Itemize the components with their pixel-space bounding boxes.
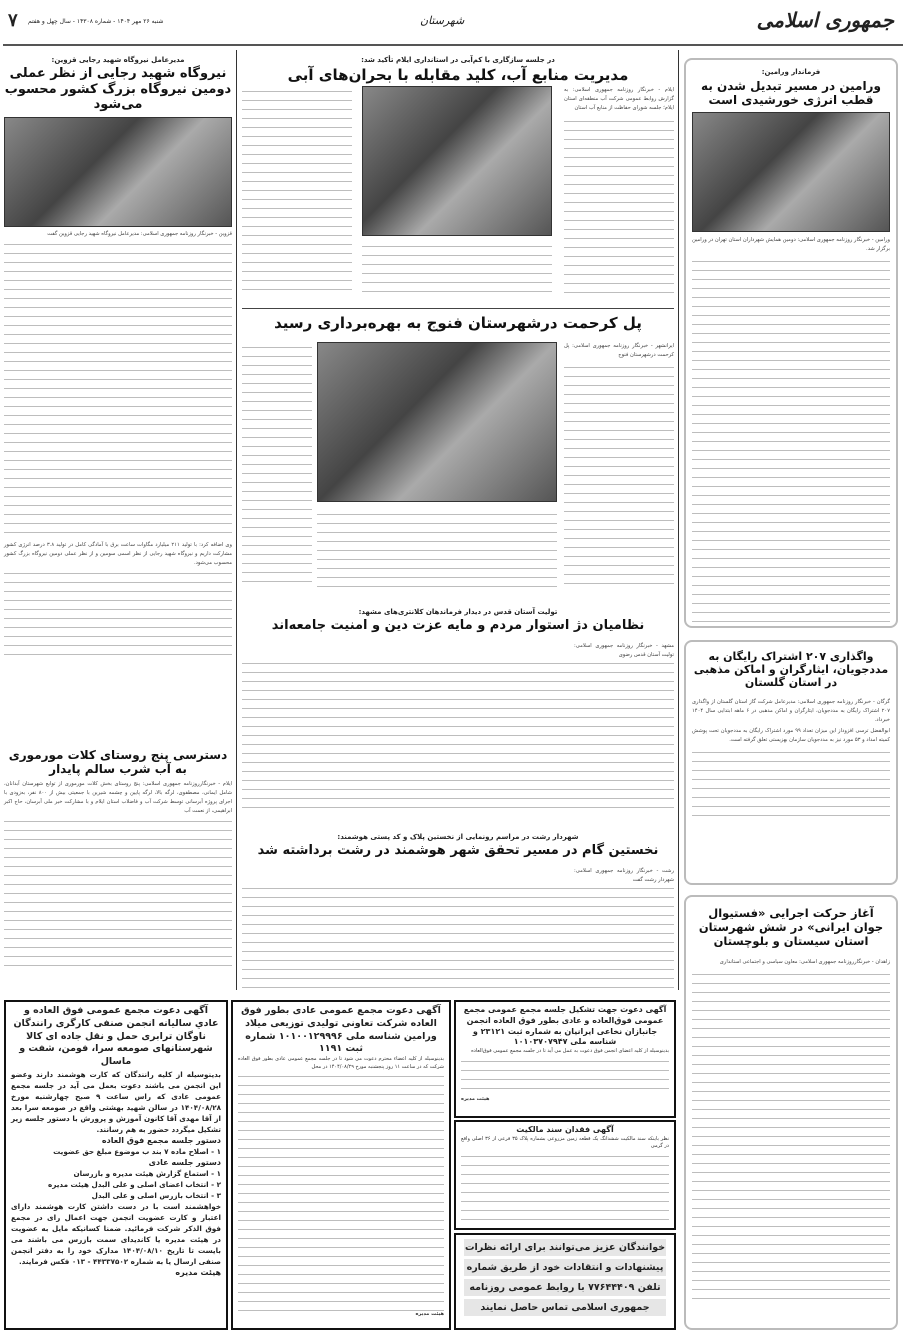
article-lead: ورامین - خبرنگار روزنامه جمهوری اسلامی: دومین همایش شهرداران استان تهران در ورامین برگزار شد.: [692, 236, 890, 252]
article-excerpt: وی اضافه کرد: با تولید ۲۱۱ میلیارد مگاوات ساعت برق با آمادگی کامل در تولید ۳.۸ درصد انرژی کشور مشارکت داریم و نیروگاه شهید رجایی از نظر اسمی سومین و از نظر عملی دومین نیروگاه بزرگ کشور محسوب می‌شود.: [4, 541, 232, 566]
article-body-text: [4, 239, 232, 539]
article-body-text: [242, 86, 352, 296]
article-festival: [684, 895, 898, 1330]
article-photo: [362, 86, 552, 236]
ad-drivers-association: [4, 1000, 228, 1330]
article-photo: [317, 342, 557, 502]
article-kicker: تولیت آستان قدس در دیدار فرماندهان کلانتری‌های مشهد:: [358, 608, 558, 616]
article-headline: دسترسی پنج روستای کلات مورموری به آب شرب سالم پایدار: [8, 748, 228, 777]
ad-agenda-item: ۱ - اصلاح ماده ۷ بند ب موضوع مبلغ حق عضویت: [53, 1147, 221, 1157]
ad-signature: هیئت مدیره: [415, 1311, 444, 1318]
ad-agenda-item: ۱ - استماع گزارش هیئت مدیره و بازرسان: [73, 1169, 221, 1179]
article-headline: پل کرحمت درشهرستان فنوج به بهره‌برداری رسید: [274, 314, 642, 332]
article-headline: مدیریت منابع آب، کلید مقابله با بحران‌های آبی: [287, 66, 629, 84]
column-divider: [678, 50, 679, 990]
article-headline: نیروگاه شهید رجایی از نظر عملی دومین نیروگاه بزرگ کشور محسوب می‌شود: [4, 66, 232, 113]
article-body-text: [242, 883, 674, 993]
article-body-text: [362, 241, 552, 296]
article-photo: [4, 117, 232, 227]
cta-line: خوانندگان عزیز می‌توانند برای ارائه نظرات: [464, 1239, 666, 1256]
cta-line: جمهوری اسلامی تماس حاصل نمایند: [464, 1299, 666, 1316]
article-body-text: [692, 747, 890, 817]
readers-feedback-box: [454, 1233, 676, 1330]
newspaper-logo: جمهوری اسلامی: [756, 8, 894, 32]
ad-body: نظر باینکه سند مالکیت ششدانگ یک قطعه زمین مزروعی بشماره پلاک ۳۵ فرعی از ۳۶ اصلی واقع در گرمی: [461, 1135, 669, 1150]
cta-line: پیشنهادات و انتقادات خود از طریق شماره: [464, 1259, 666, 1276]
ad-body: بدینوسیله از کلیه رانندگان که کارت هوشمند دارند وعضو این انجمن می باشند دعوت بعمل می آید در جلسه مجمع عمومی عادی که راس ساعت ۹ صبح چهارشنبه مورخ ۱۴۰۴/۰۸/۲۸ در سالن شهید بهشتی واقع در صومعه سرا بعد از آقا مهدی آقا کانون آموزش و پرورش با دستور جلسه زیر تشکیل میگردد حضور به هم رسانند.: [11, 1070, 221, 1135]
ad-body: بدینوسیله از کلیه اعضای انجمن فوق دعوت به عمل می آید تا در جلسه مجمع عمومی فوق‌العاده: [471, 1048, 669, 1055]
ad-title: آگهی دعوت جهت تشکیل جلسه مجمع عمومی مجمع عمومی فوق‌العاده و عادی بطور فوق العاده انجمن جانبازان نخاعی ایرانیان به شماره ثبت ۲۳۱۲۱ و شناسه ملی ۱۰۱۰۳۷۰۷۹۴۷: [463, 1005, 667, 1047]
dateline: شنبه ۲۶ مهر ۱۴۰۴ - شماره ۱۴۳۰۸ - سال چهل و هفتم: [28, 18, 164, 25]
ad-agenda-item: ۲ - انتخاب اعضای اصلی و علی البدل هیئت مدیره: [48, 1180, 221, 1190]
article-headline: ورامین در مسیر تبدیل شدن به قطب انرژی خورشیدی است: [701, 79, 881, 108]
article-body-text: [4, 816, 232, 966]
article-lead: ایلام - خبرنگارروزنامه جمهوری اسلامی: پنج روستای بخش کلات مورموری از توابع شهرستان آبدانان، شامل ایمانی، مصطفوی، لرگه بالا، لرگه پایین و چشمه شیرین با جمعیتی بیش از ۸۰۰ نفر، به‌زودی با اجرای پروژه آبرسانی توسط شرکت آب و فاضلاب استان ایلام و با مشارکت خیر ملی آبرسان، حاج اکبر ابراهیمی، از نعمت آب: [4, 780, 232, 814]
article-mashhad: [242, 608, 674, 813]
article-lead: ایلام - خبرنگار روزنامه جمهوری اسلامی: به گزارش روابط عمومی شرکت آب منطقه‌ای استان ایلام؛ جلسه شورای حفاظت از منابع آب استان: [564, 87, 674, 111]
ad-lost-deed: [454, 1120, 676, 1230]
ad-milad-cooperative: [231, 1000, 451, 1330]
article-lead: گرگان - خبرنگار روزنامه جمهوری اسلامی: مدیرعامل شرکت گاز استان گلستان از واگذاری ۲۰۷ اشتراک رایگان به مددجویان، ایثارگران و اماکن مذهبی در ۶ ماهه ابتدایی سال ۱۴۰۴ خبرداد.: [692, 698, 890, 723]
cta-line: تلفن ۷۷۶۴۴۴۰۹ با روابط عمومی روزنامه: [464, 1279, 666, 1296]
ad-title: آگهی دعوت مجمع عمومی فوق العاده و عادي ساليانه انجمن صنفی کارگری رانندگان ناوگان ترابری حمل و نقل جاده ای کالا شهرستانهای صومعه سرا، فومن، شفت و ماسال: [13, 1005, 219, 1068]
article-body-text: [564, 362, 674, 587]
article-body-text: [242, 658, 674, 808]
ad-body-text: [461, 1151, 669, 1226]
article-body-text: [242, 342, 312, 587]
article-photo: [692, 112, 890, 232]
ad-signature: هیئت مدیره: [175, 1268, 221, 1278]
article-rajaei: [4, 56, 232, 746]
article-lead: رشت - خبرنگار روزنامه جمهوری اسلامی: شهردار رشت گفت: [574, 868, 674, 883]
article-body-text: [692, 256, 890, 626]
divider: [242, 308, 674, 309]
article-kicker: مدیرعامل نیروگاه شهید رجایی قزوین:: [51, 56, 185, 64]
column-divider: [236, 50, 237, 990]
article-kicker: فرماندار ورامین:: [761, 68, 821, 76]
article-body-text: [317, 509, 557, 587]
ad-body: بدینوسیله از کلیه اعضاء محترم دعوت می شود تا در جلسه مجمع عمومی عادی بطور فوق العاده شرکت که در ساعت ۱۱ روز پنجشنبه مورخ ۱۴۰۴/۰۸/۲۹ در محل: [238, 1056, 444, 1070]
article-lead: ایرانشهر - خبرنگار روزنامه جمهوری اسلامی: پل کرحمت درشهرستان فنوج: [564, 343, 674, 358]
ad-closing: خواهشمند است با در دست داشتن کارت هوشمند دارای اعتبار و کارت عضویت انجمن جهت اعمال رای در مجمع فوق الذکر شرکت فرمائید. ضمنا کسانیکه مایل به عضویت در هیئت مدیره یا کاندیدای سمت بازرس می باشند می بایست تا تاریخ ۱۴۰۴/۰۸/۱۰ مدارک خود را به دفتر انجمن صنفی ارسال یا به شماره ۴۴۳۳۷۵۰۲ - ۰۱۳ فکس فرمایند.: [11, 1202, 221, 1267]
article-ilam-water: [242, 56, 674, 306]
page-number: ۷: [8, 10, 18, 31]
ad-janbazan-association: [454, 1000, 676, 1118]
article-lead: مشهد - خبرنگار روزنامه جمهوری اسلامی: تولیت آستان قدس رضوی: [574, 643, 674, 658]
article-kicker: در جلسه سازگاری با کم‌آبی در استانداری ایلام تأکید شد:: [361, 56, 555, 64]
ad-body-text: [461, 1056, 669, 1096]
article-body-text: [692, 969, 890, 1299]
article-headline: نخستین گام در مسیر تحقق شهر هوشمند در رشت برداشته شد: [257, 843, 659, 858]
masthead-rule: [3, 44, 903, 46]
article-golestan: [684, 640, 898, 885]
article-excerpt: ابوالفضل ترسی افزوداز این میزان تعداد ۹۹ مورد اشتراک رایگان به مددجویان تحت پوشش کمیته امداد و ۵۳ مورد نیز به مددجویان سازمان بهزیستی تعلق گرفته است.: [692, 727, 891, 743]
article-headline: نظامیان دژ استوار مردم و مایه عزت دین و امنیت جامعه‌اند: [271, 618, 645, 633]
ad-title: آگهی دعوت مجمع عمومی عادی بطور فوق العاده شرکت تعاونی تولیدی توزیعی میلاد ورامین شناسه ملی ۱۰۱۰۰۱۲۹۹۹۶ شماره ثبت ۱۱۹۱: [241, 1005, 441, 1055]
article-kalat: [4, 748, 232, 993]
masthead: [0, 0, 908, 46]
ad-body-text: [238, 1071, 444, 1311]
article-rasht: [242, 833, 674, 993]
article-headline: آغاز حرکت اجرایی «فستیوال جوان ایرانی» در شش شهرستان استان سیستان و بلوچستان: [698, 906, 884, 948]
section-title: شهرستان: [420, 14, 465, 27]
article-kicker: شهردار رشت در مراسم رونمایی از نخستین پلاک و کد پستی هوشمند:: [337, 833, 579, 841]
article-body-text: [564, 116, 674, 296]
ad-signature: هیئت مدیره: [461, 1095, 490, 1102]
article-body-text: [4, 568, 232, 658]
article-lead: زاهدان - خبرنگارروزنامه جمهوری اسلامی: معاون سیاسی و اجتماعی استانداری: [719, 959, 890, 966]
article-fanuj-bridge: [242, 314, 674, 589]
ad-agenda-title: دستور جلسه مجمع فوق العاده: [101, 1136, 221, 1146]
ad-agenda-title: دستور جلسه عادی: [148, 1158, 221, 1168]
ad-title: آگهی فقدان سند مالکیت: [516, 1125, 614, 1134]
article-lead: قزوین - خبرنگار روزنامه جمهوری اسلامی: مدیرعامل نیروگاه شهید رجایی قزوین گفت: [47, 230, 232, 237]
article-varamin: [684, 58, 898, 628]
article-headline: واگذاری ۲۰۷ اشتراک رایگان به مددجویان، ایثارگران و اماکن مذهبی در استان گلستان: [693, 650, 889, 690]
ad-agenda-item: ۳ - انتخاب بازرس اصلی و علی البدل: [91, 1191, 221, 1201]
